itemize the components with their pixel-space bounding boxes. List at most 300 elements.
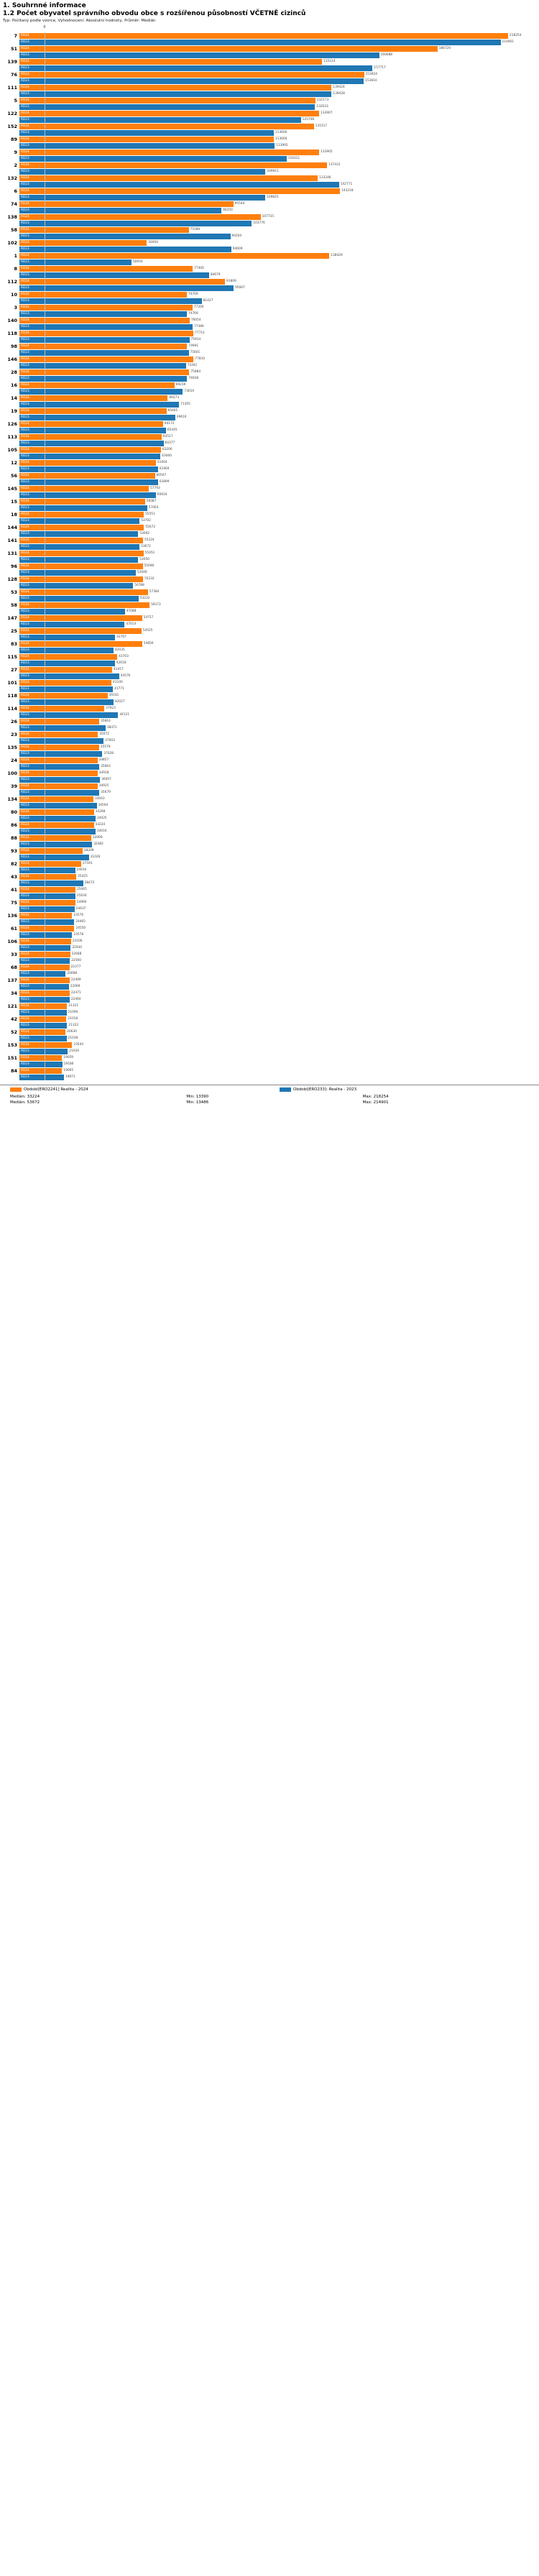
bar[interactable] — [19, 783, 98, 789]
bar[interactable] — [19, 745, 99, 750]
bar[interactable] — [19, 900, 75, 906]
category-label: 153 — [7, 1041, 17, 1048]
bar-track — [19, 815, 539, 822]
category-label: 76 — [10, 71, 17, 78]
bar-row — [0, 1067, 539, 1074]
bar-row — [0, 78, 539, 84]
bar-value-label: 33298 — [95, 810, 106, 814]
bar[interactable] — [19, 926, 74, 932]
bar-series-tag: RD24 — [21, 1017, 29, 1021]
bar[interactable] — [19, 971, 65, 977]
bar-series-tag: RD24 — [21, 254, 29, 257]
bar-series-tag: RD24 — [21, 525, 29, 529]
bar[interactable] — [19, 356, 193, 362]
bar-series-tag: RD24 — [21, 590, 29, 594]
bar-row — [0, 809, 539, 815]
bar-row — [0, 582, 539, 589]
bar[interactable] — [19, 259, 132, 265]
bar-track — [19, 408, 539, 414]
bar-series-tag: RD23 — [21, 584, 29, 587]
bar[interactable] — [19, 661, 115, 666]
bar-track — [19, 91, 539, 97]
bar-value-label: 77400 — [194, 267, 204, 270]
bar[interactable] — [19, 402, 179, 408]
bar-series-tag: RD24 — [21, 474, 29, 477]
bar-group — [0, 912, 539, 925]
bar-row — [0, 181, 539, 188]
bar-row — [0, 343, 539, 349]
bar[interactable] — [19, 861, 81, 867]
bar-row — [0, 317, 539, 323]
bar[interactable] — [19, 395, 167, 401]
bar[interactable] — [19, 1075, 64, 1080]
bar[interactable] — [19, 893, 75, 899]
bar[interactable] — [19, 137, 274, 142]
bar[interactable] — [19, 816, 96, 822]
bar[interactable] — [19, 447, 161, 453]
bar[interactable] — [19, 91, 331, 97]
bar[interactable] — [19, 1016, 66, 1022]
bar-track — [19, 226, 539, 233]
bar-series-tag: RD23 — [21, 700, 29, 704]
bar-value-label: 23544 — [73, 1043, 84, 1046]
bar[interactable] — [19, 150, 319, 155]
bar-group — [0, 860, 539, 873]
bar[interactable] — [19, 855, 89, 860]
bar-series-tag: RD23 — [21, 273, 29, 277]
bar[interactable] — [19, 673, 119, 679]
bar-value-label: 63517 — [162, 435, 173, 438]
bar[interactable] — [19, 46, 438, 52]
bar[interactable] — [19, 732, 98, 737]
bar[interactable] — [19, 460, 156, 466]
bar[interactable] — [19, 693, 108, 699]
bar-row — [0, 259, 539, 265]
bar-series-tag: RD23 — [21, 260, 29, 264]
bar[interactable] — [19, 531, 138, 537]
bar[interactable] — [19, 796, 93, 802]
bar[interactable] — [19, 382, 175, 388]
bar-track — [19, 537, 539, 543]
bar[interactable] — [19, 272, 209, 278]
bar-track — [19, 796, 539, 802]
bar[interactable] — [19, 1023, 67, 1029]
bar-series-tag: RD24 — [21, 461, 29, 464]
bar-series-tag: RD23 — [21, 234, 29, 238]
bar[interactable] — [19, 156, 287, 162]
bar-track — [19, 640, 539, 647]
bar[interactable] — [19, 492, 156, 498]
bar-value-label: 21090 — [68, 1011, 78, 1014]
bar-series-tag: RD24 — [21, 1043, 29, 1046]
bar-value-label: 218254 — [510, 34, 522, 37]
bar[interactable] — [19, 195, 265, 201]
bar[interactable] — [19, 201, 234, 207]
category-label: 68 — [10, 964, 17, 970]
bar-value-label: 21630 — [69, 1049, 80, 1053]
category-label: 93 — [10, 847, 17, 854]
bar[interactable] — [19, 919, 74, 925]
bar[interactable] — [19, 72, 364, 78]
bar[interactable] — [19, 596, 139, 602]
bar[interactable] — [19, 1068, 62, 1074]
bar-value-label: 81427 — [203, 299, 213, 303]
bar-row — [0, 233, 539, 239]
bar-row — [0, 977, 539, 983]
bar[interactable] — [19, 65, 372, 71]
bar-row — [0, 757, 539, 763]
bar-series-tag: RD24 — [21, 603, 29, 607]
bar[interactable] — [19, 570, 136, 576]
bar[interactable] — [19, 544, 139, 550]
bar[interactable] — [19, 143, 275, 149]
bar[interactable] — [19, 1036, 67, 1041]
bar[interactable] — [19, 279, 225, 285]
bar-group — [0, 757, 539, 770]
bar[interactable] — [19, 1010, 67, 1016]
bar-value-label: 57063 — [148, 506, 159, 510]
bar-row — [0, 32, 539, 39]
bar-group — [0, 679, 539, 692]
bar-group — [0, 136, 539, 149]
bar-row — [0, 737, 539, 744]
bar[interactable] — [19, 182, 339, 188]
bar-row — [0, 841, 539, 847]
bar[interactable] — [19, 1003, 67, 1009]
category-label: 26 — [10, 718, 17, 724]
bar[interactable] — [19, 842, 92, 847]
bar[interactable] — [19, 331, 193, 336]
bar[interactable] — [19, 648, 114, 653]
bar-group — [0, 1054, 539, 1067]
bar-group — [0, 822, 539, 834]
bar[interactable] — [19, 324, 193, 330]
bar[interactable] — [19, 706, 104, 712]
bar[interactable] — [19, 247, 231, 252]
bar[interactable] — [19, 486, 149, 492]
bar-track — [19, 822, 539, 828]
stats-column — [186, 1094, 362, 1105]
bar[interactable] — [19, 1062, 63, 1067]
bar-track — [19, 110, 539, 116]
bar-track — [19, 136, 539, 142]
bar[interactable] — [19, 408, 167, 414]
bar[interactable] — [19, 628, 142, 634]
bar-row — [0, 323, 539, 330]
bar-track — [19, 608, 539, 615]
bar-row — [0, 330, 539, 336]
bar-series-tag: RD24 — [21, 111, 29, 115]
bar[interactable] — [19, 758, 98, 763]
bar-row — [0, 91, 539, 97]
bar-row — [0, 692, 539, 699]
bar[interactable] — [19, 1055, 62, 1061]
bar-value-label: 22471 — [71, 991, 81, 995]
bar[interactable] — [19, 518, 139, 524]
bar[interactable] — [19, 130, 274, 136]
bar-track — [19, 563, 539, 569]
bar-value-label: 61004 — [157, 461, 167, 464]
bar[interactable] — [19, 738, 103, 744]
bar-track — [19, 582, 539, 589]
bar[interactable] — [19, 1029, 65, 1035]
bar[interactable] — [19, 764, 99, 770]
bar[interactable] — [19, 421, 163, 427]
bar[interactable] — [19, 635, 115, 640]
bar-group — [0, 589, 539, 602]
bar-row — [0, 433, 539, 440]
bar-row — [0, 608, 539, 615]
bar[interactable] — [19, 906, 75, 912]
bar[interactable] — [19, 175, 318, 181]
category-label: 33 — [10, 951, 17, 957]
bar-value-label: 94204 — [231, 234, 242, 238]
bar[interactable] — [19, 52, 379, 58]
bar[interactable] — [19, 557, 138, 563]
bar[interactable] — [19, 751, 102, 757]
bar-value-label: 91809 — [226, 280, 236, 283]
bar-series-tag: RD23 — [21, 558, 29, 561]
bar-track — [19, 951, 539, 957]
bar[interactable] — [19, 499, 145, 505]
bar[interactable] — [19, 868, 75, 873]
bar-row — [0, 951, 539, 957]
bar[interactable] — [19, 33, 508, 39]
bar[interactable] — [19, 505, 147, 511]
bar[interactable] — [19, 583, 133, 589]
bar[interactable] — [19, 188, 340, 194]
bar[interactable] — [19, 98, 315, 104]
bar[interactable] — [19, 78, 364, 84]
bar-row — [0, 110, 539, 116]
bar-value-label: 57384 — [149, 590, 160, 594]
bar-row — [0, 595, 539, 602]
bar[interactable] — [19, 770, 98, 776]
bar-row — [0, 1009, 539, 1016]
bar[interactable] — [19, 641, 142, 647]
bar-value-label: 64377 — [165, 441, 175, 445]
bar-value-label: 109825 — [267, 196, 279, 199]
category-label: 147 — [7, 615, 17, 621]
bar[interactable] — [19, 253, 329, 259]
bar-group — [0, 1041, 539, 1054]
bar[interactable] — [19, 932, 72, 938]
bar[interactable] — [19, 162, 327, 168]
stats-value: Max: 218254 — [362, 1095, 389, 1099]
bar[interactable] — [19, 285, 234, 291]
bar-series-tag: RD23 — [21, 610, 29, 613]
bar[interactable] — [19, 221, 252, 226]
bar[interactable] — [19, 667, 112, 673]
bar-row — [0, 543, 539, 550]
bar-value-label: 44576 — [120, 674, 131, 678]
bar[interactable] — [19, 104, 315, 110]
bar-track — [19, 970, 539, 977]
bar-row — [0, 71, 539, 78]
bar[interactable] — [19, 790, 99, 796]
bar-series-tag: RD24 — [21, 73, 29, 76]
bar-series-tag: RD24 — [21, 86, 29, 89]
bar-series-tag: RD24 — [21, 538, 29, 542]
bar-row — [0, 39, 539, 45]
bar-series-tag: RD24 — [21, 849, 29, 852]
bar-row — [0, 479, 539, 485]
bar[interactable] — [19, 111, 319, 116]
bar-track — [19, 802, 539, 809]
category-label: 34 — [10, 990, 17, 996]
bar[interactable] — [19, 454, 160, 459]
bar-series-tag: RD24 — [21, 34, 29, 37]
bar[interactable] — [19, 59, 322, 65]
bar[interactable] — [19, 208, 221, 213]
bar-track — [19, 673, 539, 679]
bar-series-tag: RD24 — [21, 551, 29, 555]
bar-value-label: 76054 — [190, 318, 201, 322]
bar[interactable] — [19, 234, 231, 239]
bar[interactable] — [19, 124, 314, 129]
bar-series-tag: RD23 — [21, 933, 29, 937]
category-label: 136 — [7, 912, 17, 919]
bar-row — [0, 983, 539, 990]
bar[interactable] — [19, 415, 175, 420]
bar[interactable] — [19, 686, 113, 692]
bar-series-tag: RD23 — [21, 208, 29, 212]
bar-value-label: 38471 — [106, 726, 117, 730]
bar-value-label: 24990 — [76, 901, 87, 904]
bar[interactable] — [19, 699, 114, 705]
bar-series-tag: RD23 — [21, 804, 29, 807]
bar[interactable] — [19, 725, 106, 731]
bar-value-label: 61904 — [159, 467, 170, 471]
bar-series-tag: RD24 — [21, 124, 29, 128]
bar-series-tag: RD24 — [21, 267, 29, 270]
bar[interactable] — [19, 602, 149, 608]
bar[interactable] — [19, 1042, 72, 1048]
bar-series-tag: RD23 — [21, 778, 29, 781]
bar-track — [19, 647, 539, 653]
bar-track — [19, 330, 539, 336]
bar[interactable] — [19, 615, 142, 621]
category-label: 88 — [10, 834, 17, 841]
bar-series-tag: RD23 — [21, 390, 29, 393]
bar-series-tag: RD24 — [21, 357, 29, 361]
bar-value-label: 65665 — [167, 409, 178, 413]
category-label: 12 — [10, 459, 17, 466]
bar[interactable] — [19, 609, 125, 615]
bar[interactable] — [19, 719, 99, 724]
bar[interactable] — [19, 822, 94, 828]
bar[interactable] — [19, 887, 75, 893]
bar-row — [0, 518, 539, 524]
bar-group — [0, 873, 539, 886]
bar[interactable] — [19, 654, 117, 660]
bar-row — [0, 395, 539, 401]
bar-group — [0, 446, 539, 459]
bar-track — [19, 239, 539, 246]
category-label: 105 — [7, 446, 17, 453]
bar[interactable] — [19, 848, 83, 854]
bar[interactable] — [19, 298, 202, 304]
bar[interactable] — [19, 835, 91, 841]
bar-row — [0, 906, 539, 912]
bar-track — [19, 854, 539, 860]
bar-row — [0, 699, 539, 705]
bar-value-label: 69239 — [175, 383, 186, 387]
bar[interactable] — [19, 40, 501, 45]
bar-group — [0, 110, 539, 123]
bar[interactable] — [19, 305, 193, 310]
bar-value-label: 74928 — [188, 377, 199, 380]
bar-track — [19, 867, 539, 873]
bar-row — [0, 472, 539, 479]
bar[interactable] — [19, 85, 331, 91]
bar[interactable] — [19, 829, 96, 834]
bar[interactable] — [19, 809, 94, 815]
bar[interactable] — [19, 538, 143, 543]
bar[interactable] — [19, 803, 97, 809]
bar-track — [19, 602, 539, 608]
bar[interactable] — [19, 240, 147, 246]
bar[interactable] — [19, 266, 193, 272]
bar-value-label: 135124 — [323, 60, 336, 63]
bar-track — [19, 925, 539, 932]
bar-series-tag: RD23 — [21, 868, 29, 872]
bar-series-tag: RD23 — [21, 144, 29, 147]
bar[interactable] — [19, 117, 301, 123]
legend-item[interactable] — [270, 1087, 539, 1092]
bar[interactable] — [19, 576, 143, 582]
bar[interactable] — [19, 551, 144, 556]
bar[interactable] — [19, 479, 158, 485]
bar[interactable] — [19, 880, 83, 886]
bar-track — [19, 511, 539, 518]
bar[interactable] — [19, 441, 164, 446]
bar-track — [19, 550, 539, 556]
bar[interactable] — [19, 680, 111, 686]
bar[interactable] — [19, 874, 76, 880]
bar-track — [19, 78, 539, 84]
bar-series-tag: RD23 — [21, 687, 29, 691]
bar[interactable] — [19, 777, 100, 783]
bar[interactable] — [19, 712, 118, 718]
bar[interactable] — [19, 564, 143, 569]
bar[interactable] — [19, 214, 261, 220]
bar-value-label: 109911 — [267, 170, 279, 173]
bar-value-label: 22069 — [70, 985, 80, 988]
bar[interactable] — [19, 589, 148, 595]
bar-row — [0, 938, 539, 944]
bar[interactable] — [19, 473, 155, 479]
bar-series-tag: RD23 — [21, 855, 29, 859]
bar[interactable] — [19, 169, 265, 175]
bar[interactable] — [19, 1049, 68, 1054]
bar[interactable] — [19, 525, 144, 530]
bar[interactable] — [19, 622, 124, 627]
bar[interactable] — [19, 913, 72, 919]
bar-row — [0, 621, 539, 627]
bar-row — [0, 362, 539, 369]
bar-value-label: 20698 — [67, 972, 78, 975]
bar[interactable] — [19, 512, 144, 518]
bar-series-tag: RD23 — [21, 1049, 29, 1053]
legend-item[interactable] — [0, 1087, 270, 1092]
bar-row — [0, 712, 539, 718]
bar[interactable] — [19, 466, 158, 472]
bar-value-label: 142771 — [340, 183, 353, 186]
bar[interactable] — [19, 428, 166, 433]
bar-group — [0, 602, 539, 615]
bar[interactable] — [19, 434, 162, 440]
